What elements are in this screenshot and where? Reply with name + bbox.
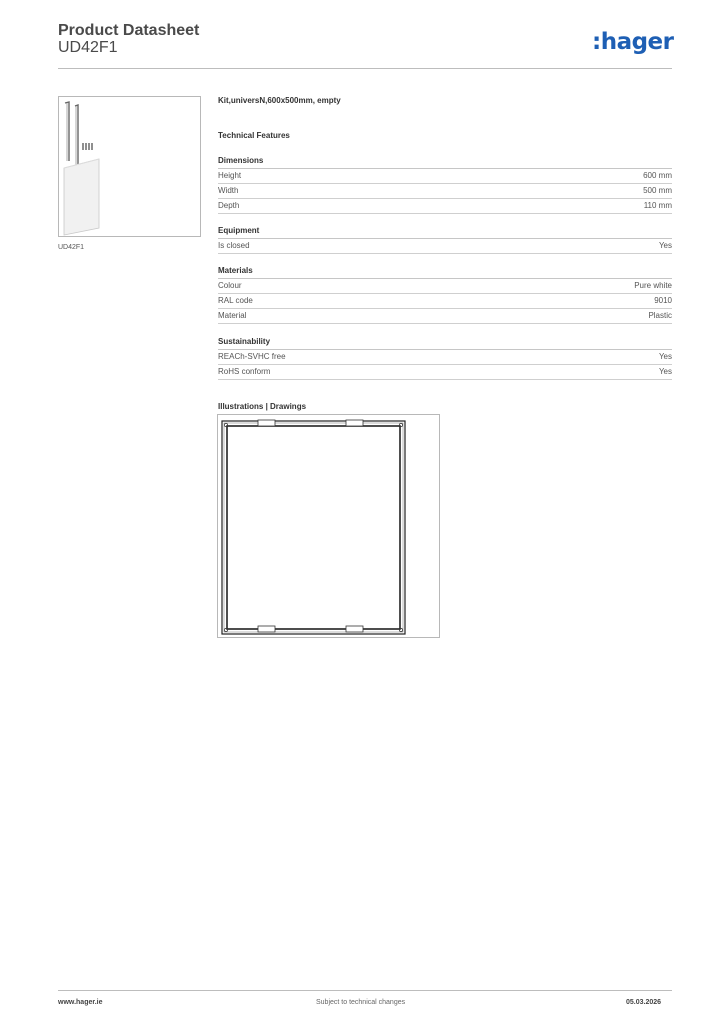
section-title-dimensions: Dimensions — [218, 156, 672, 169]
footer-notice: Subject to technical changes — [316, 999, 406, 1006]
spec-value: 600 mm — [643, 171, 672, 180]
section-title-equipment: Equipment — [218, 226, 672, 239]
product-kit-illustration — [59, 97, 200, 236]
illustrations-heading: Illustrations | Drawings — [218, 402, 307, 411]
spec-label: Height — [218, 171, 242, 180]
spec-row-rohs — [218, 365, 672, 380]
section-title-sustainability: Sustainability — [218, 337, 672, 350]
spec-value: 110 mm — [643, 201, 672, 210]
product-code: UD42F1 — [58, 39, 118, 56]
spec-value: Pure white — [634, 281, 672, 290]
spec-value: 500 mm — [643, 186, 672, 195]
spec-label: Is closed — [218, 241, 250, 250]
spec-row-reach — [218, 350, 672, 365]
spec-row-material — [218, 309, 672, 324]
technical-drawing — [217, 414, 440, 638]
spec-label: Material — [218, 311, 247, 320]
footer-website-link[interactable]: www.hager.ie — [58, 999, 103, 1006]
spec-row-width — [218, 184, 672, 199]
spec-value: 9010 — [654, 296, 672, 305]
spec-value: Plastic — [648, 311, 672, 320]
spec-label: Width — [218, 186, 239, 195]
spec-row-depth — [218, 199, 672, 214]
spec-row-height — [218, 169, 672, 184]
page-title: Product Datasheet — [58, 22, 200, 39]
spec-value: Yes — [658, 367, 672, 376]
image-caption: UD42F1 — [58, 244, 85, 251]
spec-row-colour — [218, 279, 672, 294]
spec-value: Yes — [658, 241, 672, 250]
footer-date: 05.03.2026 — [626, 999, 662, 1006]
spec-label: Depth — [218, 201, 240, 210]
spec-label: RoHS conform — [218, 367, 271, 376]
technical-features-heading: Technical Features — [218, 131, 290, 140]
section-title-materials: Materials — [218, 266, 672, 279]
spec-label: Colour — [218, 281, 242, 290]
spec-value: Yes — [658, 352, 672, 361]
spec-column — [218, 96, 672, 411]
header-divider — [58, 68, 672, 69]
spec-label: RAL code — [218, 296, 253, 305]
hager-logo: :hager — [592, 29, 674, 55]
footer-divider — [58, 990, 672, 991]
product-description: Kit,universN,600x500mm, empty — [218, 96, 341, 105]
frame-drawing — [218, 415, 439, 637]
product-image — [58, 96, 201, 237]
spec-row-is-closed — [218, 239, 672, 254]
spec-label: REACh-SVHC free — [218, 352, 286, 361]
spec-row-ral-code — [218, 294, 672, 309]
